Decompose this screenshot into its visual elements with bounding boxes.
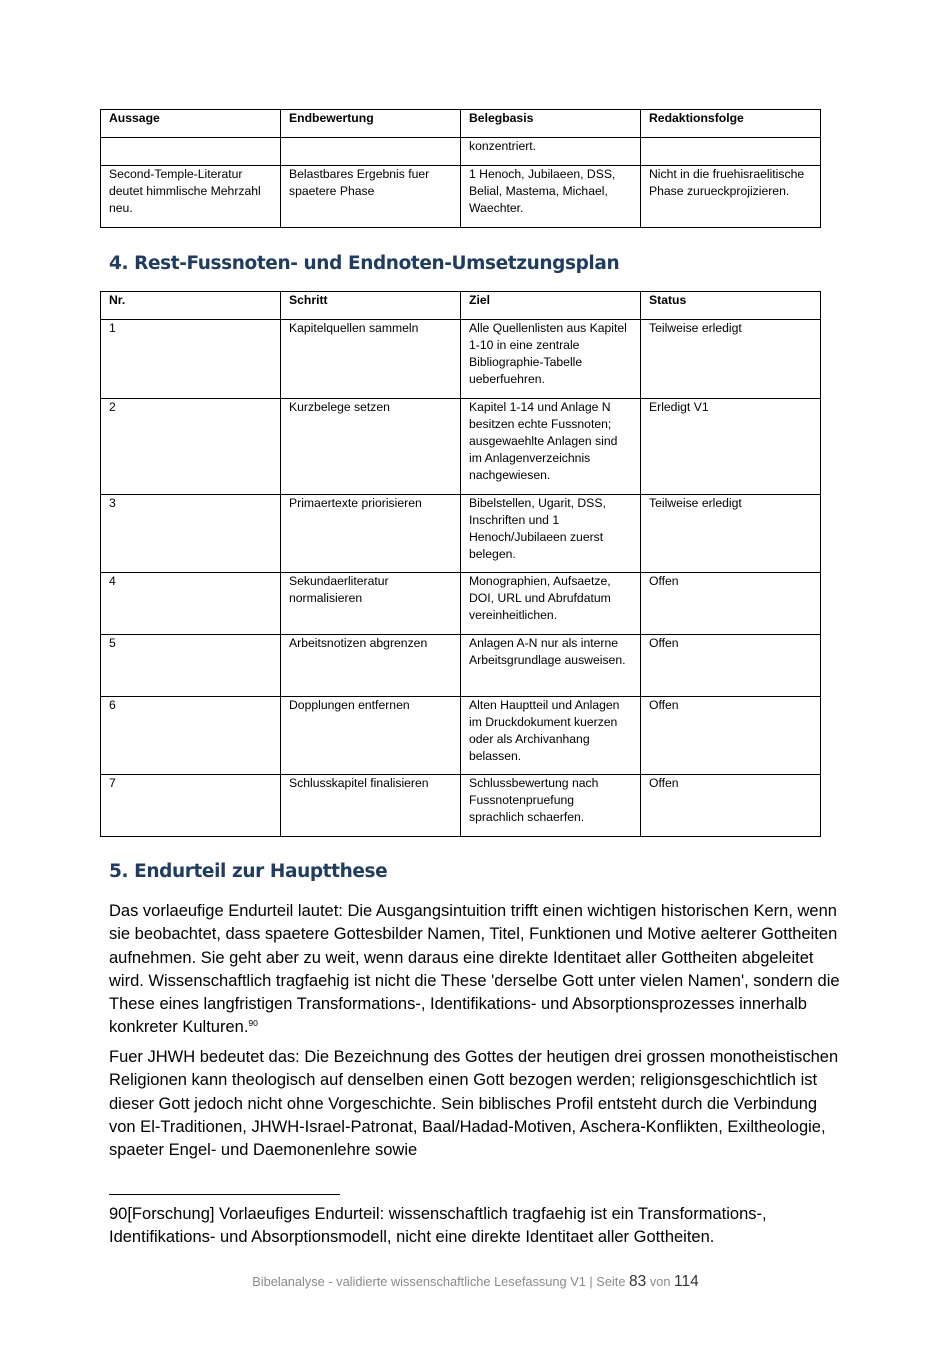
table-row bbox=[101, 495, 821, 573]
column-header: Redaktionsfolge bbox=[641, 110, 821, 138]
table-cell bbox=[101, 138, 281, 166]
table-cell: Offen bbox=[641, 635, 821, 697]
table-cell: Offen bbox=[641, 697, 821, 775]
footnote-reference: 90 bbox=[248, 1018, 258, 1029]
table-cell: Arbeitsnotizen abgrenzen bbox=[281, 635, 461, 697]
table-cell bbox=[281, 138, 461, 166]
table-row bbox=[101, 320, 821, 399]
footer-of: von bbox=[649, 1274, 671, 1289]
column-header: Endbewertung bbox=[281, 110, 461, 138]
table-row bbox=[101, 573, 821, 635]
assessment-table bbox=[100, 109, 821, 228]
table-cell: Monographien, Aufsaetze, DOI, URL und Abrufdatum vereinheitlichen. bbox=[461, 573, 641, 635]
paragraph-text: Das vorlaeufige Endurteil lautet: Die Ausgangsintuition trifft einen wichtigen historischen Kern, wenn sie beobachtet, dass spaetere Gottesbilder Namen, Titel, Funktionen und Motive aelterer Gottheiten aufnehmen. Sie geht aber zu weit, wenn daraus eine direkte Identitaet aller Gottheiten abgeleitet wird. Wissenschaftlich tragfaehig ist nicht die These 'derselbe Gott unter vielen Namen', sondern die These eines langfristigen Transformations-, Identifikations- und Absorptionsprozesses innerhalb konkreter Kulturen. bbox=[109, 902, 840, 1037]
table-row bbox=[101, 138, 821, 166]
column-header: Belegbasis bbox=[461, 110, 641, 138]
table-cell: Second-Temple-Literatur deutet himmlische Mehrzahl neu. bbox=[101, 166, 281, 228]
table-cell: 1 Henoch, Jubilaeen, DSS, Belial, Mastema, Michael, Waechter. bbox=[461, 166, 641, 228]
table-row bbox=[101, 166, 821, 228]
table-cell: Dopplungen entfernen bbox=[281, 697, 461, 775]
table-cell: 3 bbox=[101, 495, 281, 573]
body-paragraph bbox=[109, 900, 844, 1040]
table-cell: 5 bbox=[101, 635, 281, 697]
table-cell: 7 bbox=[101, 775, 281, 837]
page-footer bbox=[0, 1273, 951, 1291]
table-row bbox=[101, 635, 821, 697]
page-number: 83 bbox=[629, 1273, 647, 1290]
table-cell: Bibelstellen, Ugarit, DSS, Inschriften und 1 Henoch/Jubilaeen zuerst belegen. bbox=[461, 495, 641, 573]
table-cell: Nicht in die fruehisraelitische Phase zurueckprojizieren. bbox=[641, 166, 821, 228]
table-cell: Primaertexte priorisieren bbox=[281, 495, 461, 573]
section-heading: 4. Rest-Fussnoten- und Endnoten-Umsetzungsplan bbox=[109, 253, 620, 274]
table-cell: Offen bbox=[641, 775, 821, 837]
table-cell: Kapitel 1-14 und Anlage N besitzen echte Fussnoten; ausgewaehlte Anlagen sind im Anlagenverzeichnis nachgewiesen. bbox=[461, 399, 641, 495]
table-cell: Alle Quellenlisten aus Kapitel 1-10 in eine zentrale Bibliographie-Tabelle ueberfuehren. bbox=[461, 320, 641, 399]
table-cell: Schlusskapitel finalisieren bbox=[281, 775, 461, 837]
column-header: Aussage bbox=[101, 110, 281, 138]
plan-table bbox=[100, 291, 821, 837]
table-header-row bbox=[101, 110, 821, 138]
section-heading: 5. Endurteil zur Hauptthese bbox=[109, 861, 388, 882]
table-cell: Kapitelquellen sammeln bbox=[281, 320, 461, 399]
table-cell: Teilweise erledigt bbox=[641, 320, 821, 399]
table-cell: Erledigt V1 bbox=[641, 399, 821, 495]
table-row bbox=[101, 697, 821, 775]
page-total: 114 bbox=[674, 1273, 699, 1290]
column-header: Schritt bbox=[281, 292, 461, 320]
column-header: Nr. bbox=[101, 292, 281, 320]
footer-title: Bibelanalyse - validierte wissenschaftliche Lesefassung V1 | Seite bbox=[252, 1274, 626, 1289]
table-cell: Belastbares Ergebnis fuer spaetere Phase bbox=[281, 166, 461, 228]
table-cell: Anlagen A-N nur als interne Arbeitsgrundlage ausweisen. bbox=[461, 635, 641, 697]
table-row bbox=[101, 399, 821, 495]
table-cell: 6 bbox=[101, 697, 281, 775]
table-cell: konzentriert. bbox=[461, 138, 641, 166]
footnote-separator bbox=[109, 1194, 340, 1195]
table-cell: 2 bbox=[101, 399, 281, 495]
table-cell: Kurzbelege setzen bbox=[281, 399, 461, 495]
table-cell: Teilweise erledigt bbox=[641, 495, 821, 573]
table-cell: 4 bbox=[101, 573, 281, 635]
table-cell: 1 bbox=[101, 320, 281, 399]
table-cell: Sekundaerliteratur normalisieren bbox=[281, 573, 461, 635]
table-cell: Offen bbox=[641, 573, 821, 635]
table-cell: Alten Hauptteil und Anlagen im Druckdokument kuerzen oder als Archivanhang belassen. bbox=[461, 697, 641, 775]
column-header: Status bbox=[641, 292, 821, 320]
footnote-text: 90[Forschung] Vorlaeufiges Endurteil: wissenschaftlich tragfaehig ist ein Transformations-, Identifikations- und Absorptionsmodell, nicht eine direkte Identitaet aller Gottheiten. bbox=[109, 1205, 767, 1246]
table-row bbox=[101, 775, 821, 837]
column-header: Ziel bbox=[461, 292, 641, 320]
body-paragraph: Fuer JHWH bedeutet das: Die Bezeichnung des Gottes der heutigen drei grossen monotheistischen Religionen kann theologisch auf denselben einen Gott bezogen werden; religionsgeschichtlich ist dieser Gott jedoch nicht ohne Vorgeschichte. Sein biblisches Profil entsteht durch die Verbindung von El-Traditionen, JHWH-Israel-Patronat, Baal/Hadad-Motiven, Aschera-Konflikten, Exiltheologie, spaeter Engel- und Daemonenlehre sowie bbox=[109, 1048, 839, 1160]
table-cell bbox=[641, 138, 821, 166]
table-header-row bbox=[101, 292, 821, 320]
table-cell: Schlussbewertung nach Fussnotenpruefung sprachlich schaerfen. bbox=[461, 775, 641, 837]
